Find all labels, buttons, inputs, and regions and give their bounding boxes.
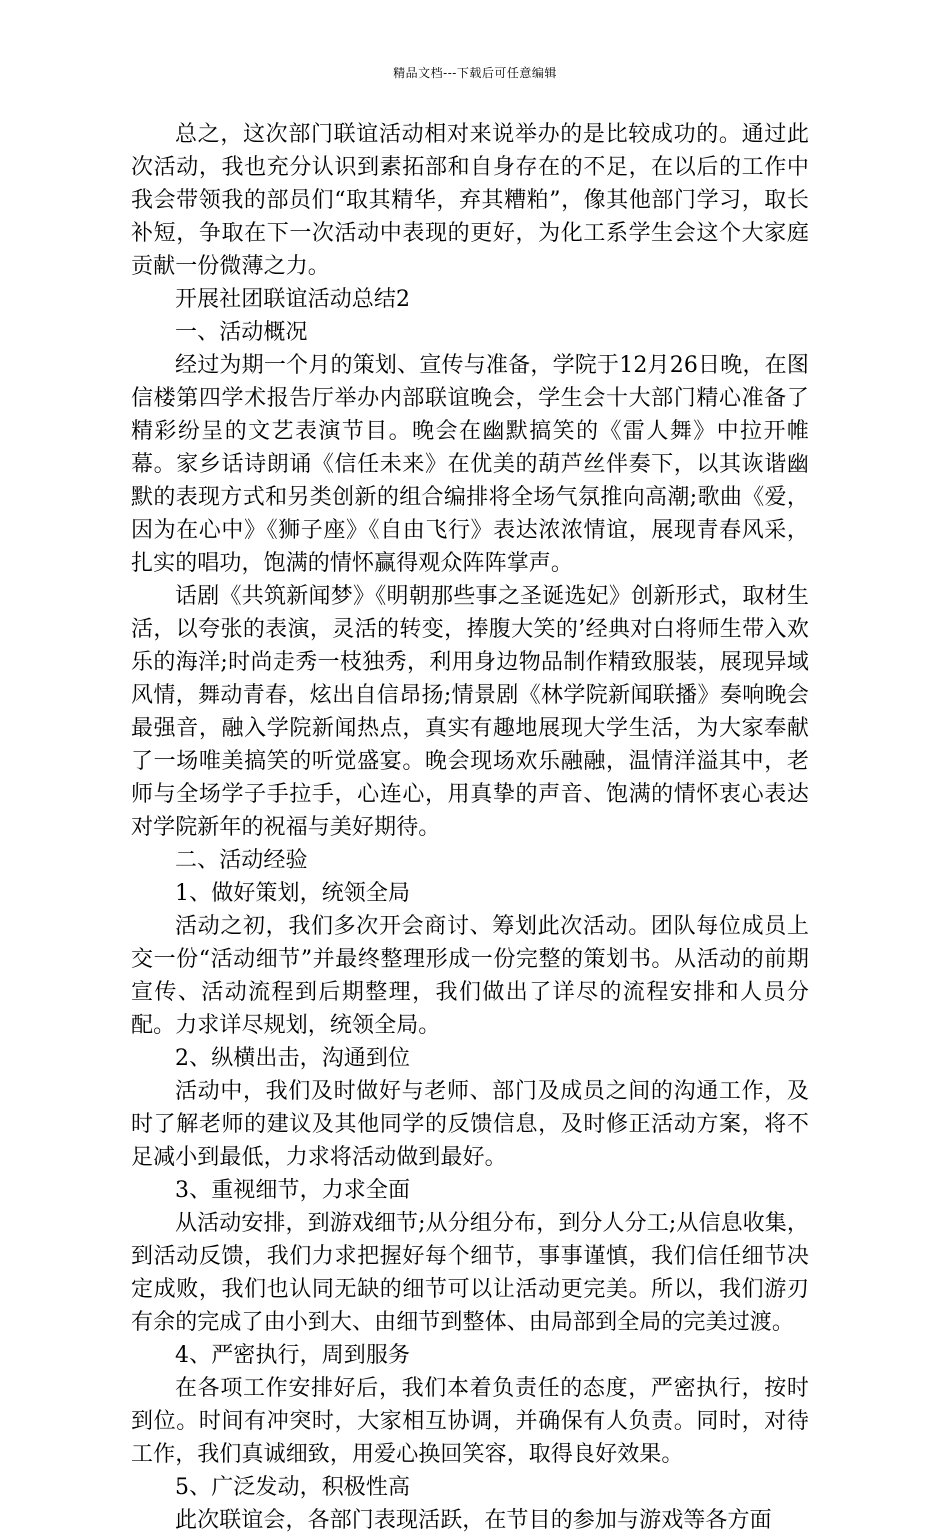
document-body — [131, 118, 809, 1537]
paragraph: 此次联谊会，各部门表现活跃，在节目的参加与游戏等各方面 — [175, 1508, 772, 1533]
section-heading: 一、活动概况 — [175, 320, 308, 345]
paragraph: 话剧《共筑新闻梦》《明朝那些事之圣诞选妃》创新形式，取材生活，以夸张的表演，灵活的转变，捧腹大笑的’经典对白将师生带入欢乐的海洋;时尚走秀一枝独秀，利用身边物品制作精致服装，展现异域风情，舞动青春，炫出自信昂扬;情景剧《林学院新闻联播》奏响晚会最强音，融入学院新闻热点，真实有趣地展现大学生活，为大家奉献了一场唯美搞笑的听觉盛宴。晚会现场欢乐融融，温情洋溢其中，老师与全场学子手拉手，心连心，用真挚的声音、饱满的情怀衷心表达对学院新年的祝福与美好期待。 — [131, 584, 809, 840]
section-heading: 二、活动经验 — [175, 848, 308, 873]
paragraph: 总之，这次部门联谊活动相对来说举办的是比较成功的。通过此次活动，我也充分认识到素拓部和自身存在的不足，在以后的工作中我会带领我的部员们“取其精华，弃其糟粕”，像其他部门学习，取长补短，争取在下一次活动中表现的更好，为化工系学生会这个大家庭贡献一份微薄之力。 — [131, 122, 809, 279]
subsection-heading: 3、重视细节，力求全面 — [175, 1178, 411, 1203]
subsection-heading: 5、广泛发动，积极性高 — [175, 1475, 411, 1500]
subsection-heading: 1、做好策划，统领全局 — [175, 881, 411, 906]
subsection-heading: 2、纵横出击，沟通到位 — [175, 1046, 411, 1071]
paragraph: 经过为期一个月的策划、宣传与准备，学院于12月26日晚，在图信楼第四学术报告厅举办内部联谊晚会，学生会十大部门精心准备了精彩纷呈的文艺表演节目。晚会在幽默搞笑的《雷人舞》中拉开帷幕。家乡话诗朗诵《信任未来》在优美的葫芦丝伴奏下，以其诙谐幽默的表现方式和另类创新的组合编排将全场气氛推向高潮;歌曲《爱，因为在心中》《狮子座》《自由飞行》表达浓浓情谊，展现青春风采，扎实的唱功，饱满的情怀赢得观众阵阵掌声。 — [131, 353, 809, 576]
paragraph: 活动之初，我们多次开会商讨、筹划此次活动。团队每位成员上交一份“活动细节”并最终整理形成一份完整的策划书。从活动的前期宣传、活动流程到后期整理，我们做出了详尽的流程安排和人员分配。力求详尽规划，统领全局。 — [131, 914, 809, 1038]
paragraph: 活动中，我们及时做好与老师、部门及成员之间的沟通工作，及时了解老师的建议及其他同学的反馈信息，及时修正活动方案，将不足减小到最低，力求将活动做到最好。 — [131, 1079, 809, 1170]
section-title: 开展社团联谊活动总结2 — [175, 287, 411, 312]
paragraph: 从活动安排，到游戏细节;从分组分布，到分人分工;从信息收集，到活动反馈，我们力求把握好每个细节，事事谨慎，我们信任细节决定成败，我们也认同无缺的细节可以让活动更完美。所以，我们游刃有余的完成了由小到大、由细节到整体、由局部到全局的完美过渡。 — [131, 1211, 809, 1335]
page-header: 精品文档---下载后可任意编辑 — [393, 66, 557, 80]
subsection-heading: 4、严密执行，周到服务 — [175, 1343, 411, 1368]
paragraph: 在各项工作安排好后，我们本着负责任的态度，严密执行，按时到位。时间有冲突时，大家相互协调，并确保有人负责。同时，对待工作，我们真诚细致，用爱心换回笑容，取得良好效果。 — [131, 1376, 809, 1467]
